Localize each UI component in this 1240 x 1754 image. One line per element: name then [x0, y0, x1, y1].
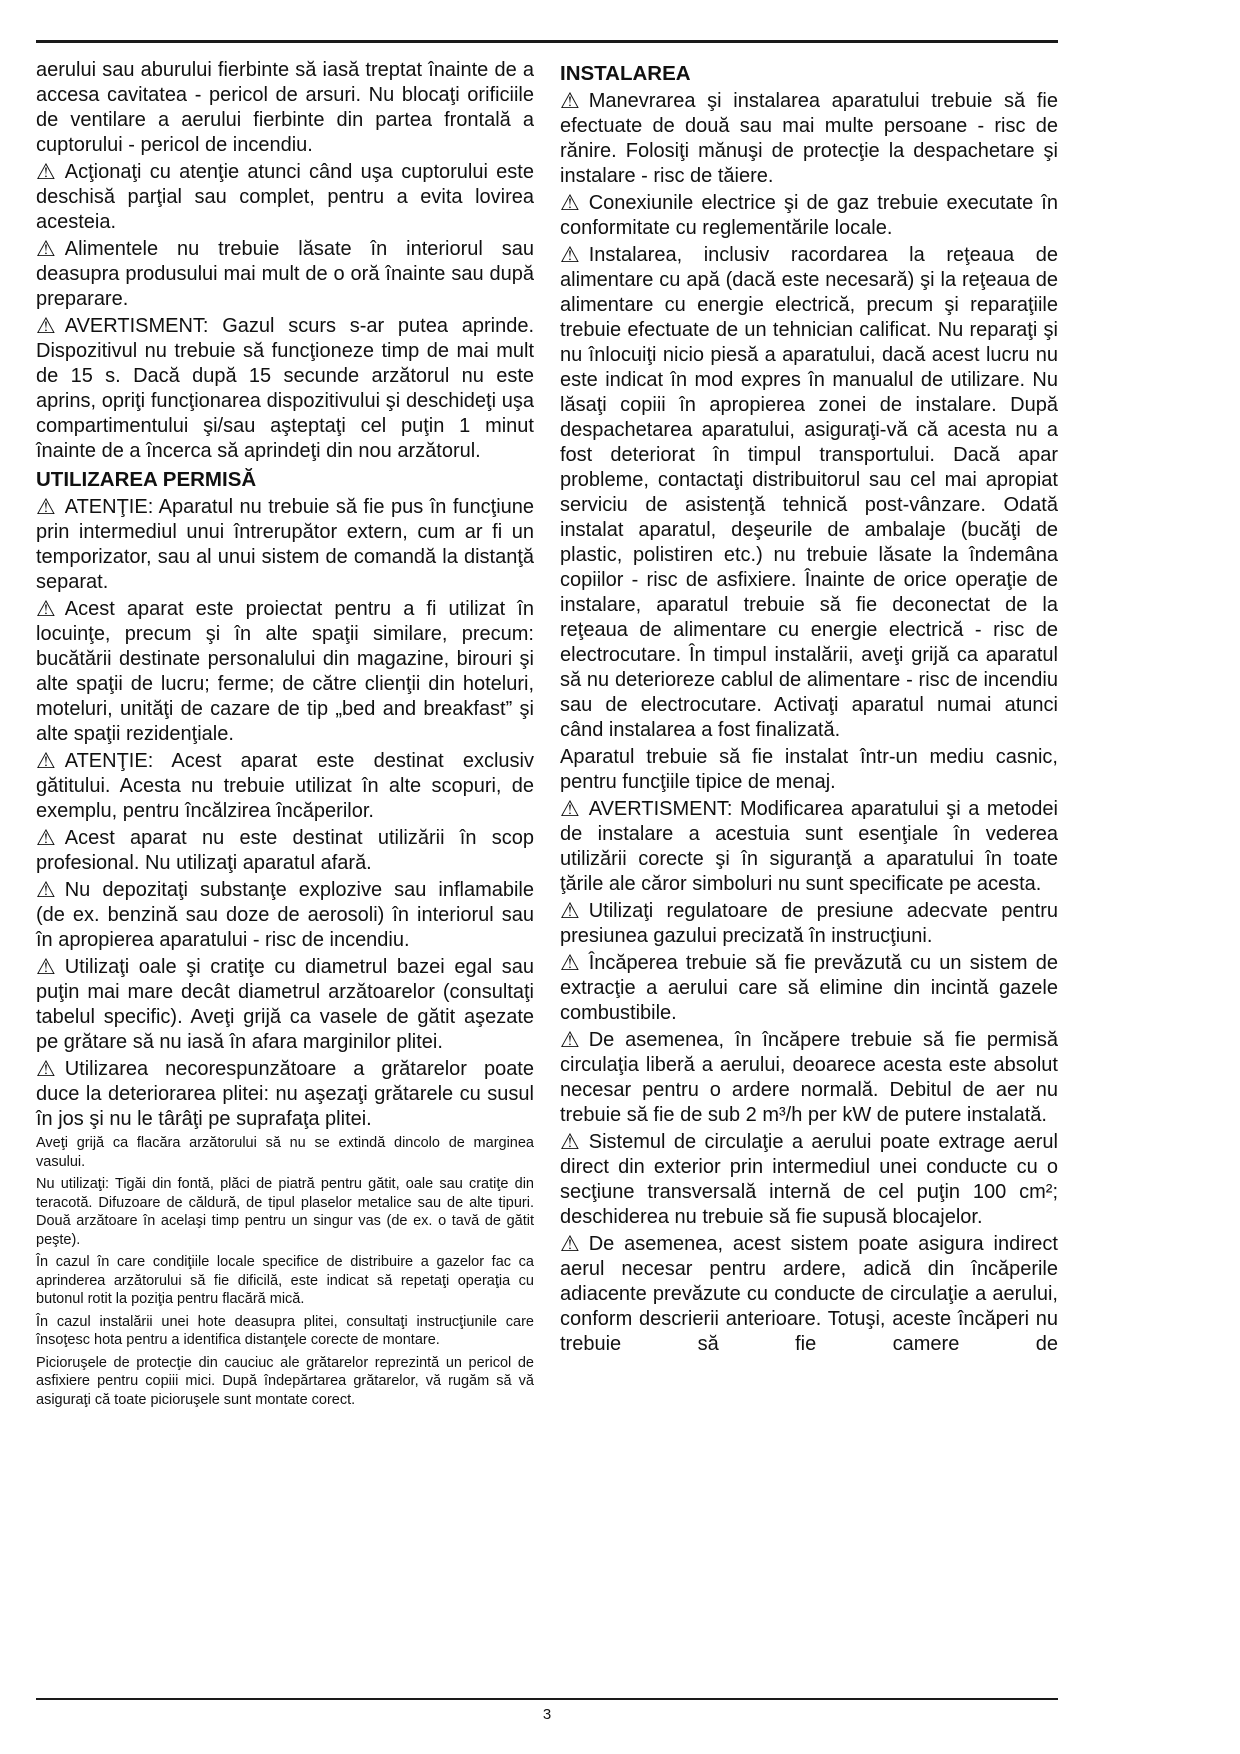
note-paragraph: În cazul în care condiţiile locale specifice de distribuire a gazelor fac ca aprinderea arzătorului să fie dificilă, este indicat să repetaţi operaţia cu butonul rotit la poziţia pentru flacără mică. [36, 1254, 534, 1307]
section-heading-utilizarea-permisa: UTILIZAREA PERMISĂ [36, 468, 257, 491]
paragraph-text: Încăperea trebuie să fie prevăzută cu un sistem de extracţie a aerului care să elimine din incintă gazele combustibile. [560, 952, 1058, 1024]
paragraph-text: AVERTISMENT: Gazul scurs s-ar putea aprinde. Dispozitivul nu trebuie să funcţioneze timp de mai mult de 15 s. Dacă după 15 secunde arzătorul nu este aprins, opriţi funcţionarea dispozitivului şi deschideţi uşa compartimentului şi/sau aşteptaţi cel puţin 1 minut înainte de a încerca să aprindeţi din nou arzătorul. [36, 315, 534, 462]
warning-icon: ⚠ [36, 955, 56, 980]
paragraph-text: AVERTISMENT: Modificarea aparatului şi a metodei de instalare a acestuia sunt esenţiale în vederea utilizării corecte şi în siguranţă a aparatului în toate ţările ale căror simboluri nu sunt specificate pe acesta. [560, 798, 1058, 895]
paragraph-text: Instalarea, inclusiv racordarea la reţeaua de alimentare cu apă (dacă este necesară) şi la reţeaua de alimentare cu energie electrică, precum şi reparaţiile trebuie efectuate de un tehnician calificat. Nu reparaţi şi nu înlocuiţi nicio piesă a aparatului, dacă acest lucru nu este indicat în mod expres în manualul de utilizare. Nu lăsaţi copiii în apropierea zonei de instalare. După despachetarea aparatului, asiguraţi-vă că acesta nu a fost deteriorat în timpul transportului. Dacă apar probleme, contactaţi distribuitorul sau cel mai apropiat serviciu de asistenţă tehnică post-vânzare. Odată instalat aparatul, deşeurile de ambalaje (bucăţi de plastic, polistiren etc.) nu trebuie lăsate la îndemâna copiilor - risc de asfixiere. Înainte de orice operaţie de instalare, aparatul trebuie să fie deconectat de la reţeaua de alimentare cu energie electrică - risc de electrocutare. În timpul instalării, aveţi grijă ca aparatul să nu deterioreze cablul de alimentare - risc de incendiu sau de electrocutare. Activaţi aparatul numai atunci când instalarea a fost finalizată. [560, 244, 1058, 741]
note-paragraph: În cazul instalării unei hote deasupra plitei, consultaţi instrucţiunile care însoţesc hota pentru a identifica distanţele corecte de montare. [36, 1313, 534, 1348]
warning-paragraph [36, 1057, 534, 1132]
warning-icon: ⚠ [560, 1130, 580, 1155]
page-number: 3 [542, 1706, 552, 1723]
paragraph-text: Alimentele nu trebuie lăsate în interiorul sau deasupra produsului mai mult de o oră înainte sau după preparare. [36, 238, 534, 310]
warning-paragraph [36, 826, 534, 876]
paragraph-text: Manevrarea şi instalarea aparatului trebuie să fie efectuate de două sau mai multe persoane - risc de rănire. Folosiţi mănuşi de protecţie la despachetare şi instalare - risc de tăiere. [560, 90, 1058, 187]
warning-paragraph [36, 749, 534, 824]
warning-icon: ⚠ [560, 191, 580, 216]
footer-rule [36, 1698, 1058, 1700]
warning-icon: ⚠ [36, 749, 56, 774]
warning-paragraph [560, 1130, 1058, 1230]
warning-paragraph [36, 955, 534, 1055]
warning-icon: ⚠ [560, 951, 580, 976]
paragraph-text: ATENŢIE: Aparatul nu trebuie să fie pus în funcţiune prin intermediul unui întrerupător extern, cum ar fi un temporizator, sau al unui sistem de comandă la distanţă separat. [36, 496, 534, 593]
warning-paragraph [36, 878, 534, 953]
note-paragraph: Nu utilizaţi: Tigăi din fontă, plăci de piatră pentru gătit, oale sau cratiţe din teracotă. Difuzoare de căldură, de tipul plaselor metalice sau de alte tipuri. Două arzătoare în acelaşi timp pentru un singur vas (de ex. o tavă de gătit peşte). [36, 1176, 534, 1248]
warning-paragraph [560, 89, 1058, 189]
paragraph-text: Acţionaţi cu atenţie atunci când uşa cuptorului este deschisă parţial sau complet, pentru a evita lovirea acesteia. [36, 161, 534, 233]
content-columns [36, 58, 1058, 1413]
section-heading-instalarea: INSTALAREA [560, 62, 691, 85]
top-rule [36, 40, 1058, 43]
warning-paragraph [36, 237, 534, 312]
paragraph-text: Utilizaţi oale şi cratiţe cu diametrul bazei egal sau puţin mai mare decât diametrul arzătoarelor (consultaţi tabelul specific). Aveţi grijă ca vasele de gătit aşezate pe grătare să nu iasă în afara marginilor plitei. [36, 956, 534, 1053]
body-paragraph: Aparatul trebuie să fie instalat într-un mediu casnic, pentru funcţiile tipice de menaj. [560, 746, 1058, 793]
page-footer [36, 1698, 1058, 1724]
warning-paragraph [36, 314, 534, 464]
paragraph-text: Nu depozitaţi substanţe explozive sau inflamabile (de ex. benzină sau doze de aerosoli) în interiorul sau în apropierea aparatului - risc de incendiu. [36, 879, 534, 951]
warning-paragraph [560, 1232, 1058, 1357]
right-column [560, 58, 1058, 1413]
warning-icon: ⚠ [36, 237, 56, 262]
warning-icon: ⚠ [560, 1028, 580, 1053]
warning-icon: ⚠ [36, 495, 56, 520]
paragraph-text: Acest aparat nu este destinat utilizării în scop profesional. Nu utilizaţi aparatul afară. [36, 827, 534, 874]
paragraph-text: Sistemul de circulaţie a aerului poate extrage aerul direct din exterior prin intermediul unei conducte cu o secţiune transversală internă de cel puţin 100 cm²; deschiderea nu trebuie să fie supusă blocajelor. [560, 1131, 1058, 1228]
warning-icon: ⚠ [560, 1232, 580, 1257]
warning-icon: ⚠ [560, 243, 580, 268]
warning-paragraph [560, 1028, 1058, 1128]
warning-icon: ⚠ [36, 314, 56, 339]
warning-paragraph [560, 899, 1058, 949]
warning-paragraph [560, 951, 1058, 1026]
warning-icon: ⚠ [36, 1057, 56, 1082]
warning-icon: ⚠ [36, 878, 56, 903]
warning-icon: ⚠ [560, 89, 580, 114]
left-column [36, 58, 534, 1413]
warning-icon: ⚠ [36, 826, 56, 851]
paragraph-text: ATENŢIE: Acest aparat este destinat exclusiv gătitului. Acesta nu trebuie utilizat în alte scopuri, de exemplu, pentru încălzirea încăperilor. [36, 750, 534, 822]
paragraph-text: Conexiunile electrice şi de gaz trebuie executate în conformitate cu reglementările locale. [560, 192, 1058, 239]
warning-paragraph [560, 191, 1058, 241]
warning-icon: ⚠ [36, 160, 56, 185]
warning-paragraph [36, 597, 534, 747]
warning-paragraph [560, 797, 1058, 897]
note-paragraph: Aveţi grijă ca flacăra arzătorului să nu se extindă dincolo de marginea vasului. [36, 1135, 534, 1170]
note-paragraph: Picioruşele de protecţie din cauciuc ale grătarelor reprezintă un pericol de asfixiere pentru copiii mici. După îndepărtarea grătarelor, vă rugăm să vă asiguraţi că toate picioruşele sunt montate corect. [36, 1354, 534, 1408]
warning-icon: ⚠ [560, 797, 580, 822]
paragraph-text: Utilizarea necorespunzătoare a grătarelor poate duce la deteriorarea plitei: nu aşezaţi grătarele cu susul în jos şi nu le târâţi pe suprafaţa plitei. [36, 1058, 534, 1130]
body-paragraph: aerului sau aburului fierbinte să iasă treptat înainte de a accesa cavitatea - pericol de arsuri. Nu blocaţi orificiile de ventilare a aerului fierbinte din partea frontală a cuptorului - pericol de incendiu. [36, 59, 534, 156]
paragraph-text: De asemenea, acest sistem poate asigura indirect aerul necesar pentru ardere, adică din încăperile adiacente prevăzute cu conducte de circulaţie a aerului, conform descrierii anterioare. Totuşi, aceste încăperi nu trebuie să fie camere de [560, 1233, 1058, 1355]
warning-paragraph [36, 160, 534, 235]
warning-paragraph [560, 243, 1058, 743]
warning-icon: ⚠ [560, 899, 580, 924]
warning-icon: ⚠ [36, 597, 56, 622]
paragraph-text: De asemenea, în încăpere trebuie să fie permisă circulaţia liberă a aerului, deoarece acesta este absolut necesar pentru o ardere normală. Debitul de aer nu trebuie să fie de sub 2 m³/h per kW de putere instalată. [560, 1029, 1058, 1126]
paragraph-text: Acest aparat este proiectat pentru a fi utilizat în locuinţe, precum şi în alte spaţii similare, precum: bucătării destinate personalului din magazine, birouri şi alte spaţii de lucru; ferme; de către clienţii din hoteluri, moteluri, unităţi de cazare de tip „bed and breakfast” şi alte spaţii rezidenţiale. [36, 598, 534, 745]
warning-paragraph [36, 495, 534, 595]
paragraph-text: Utilizaţi regulatoare de presiune adecvate pentru presiunea gazului precizată în instrucţiuni. [560, 900, 1058, 947]
